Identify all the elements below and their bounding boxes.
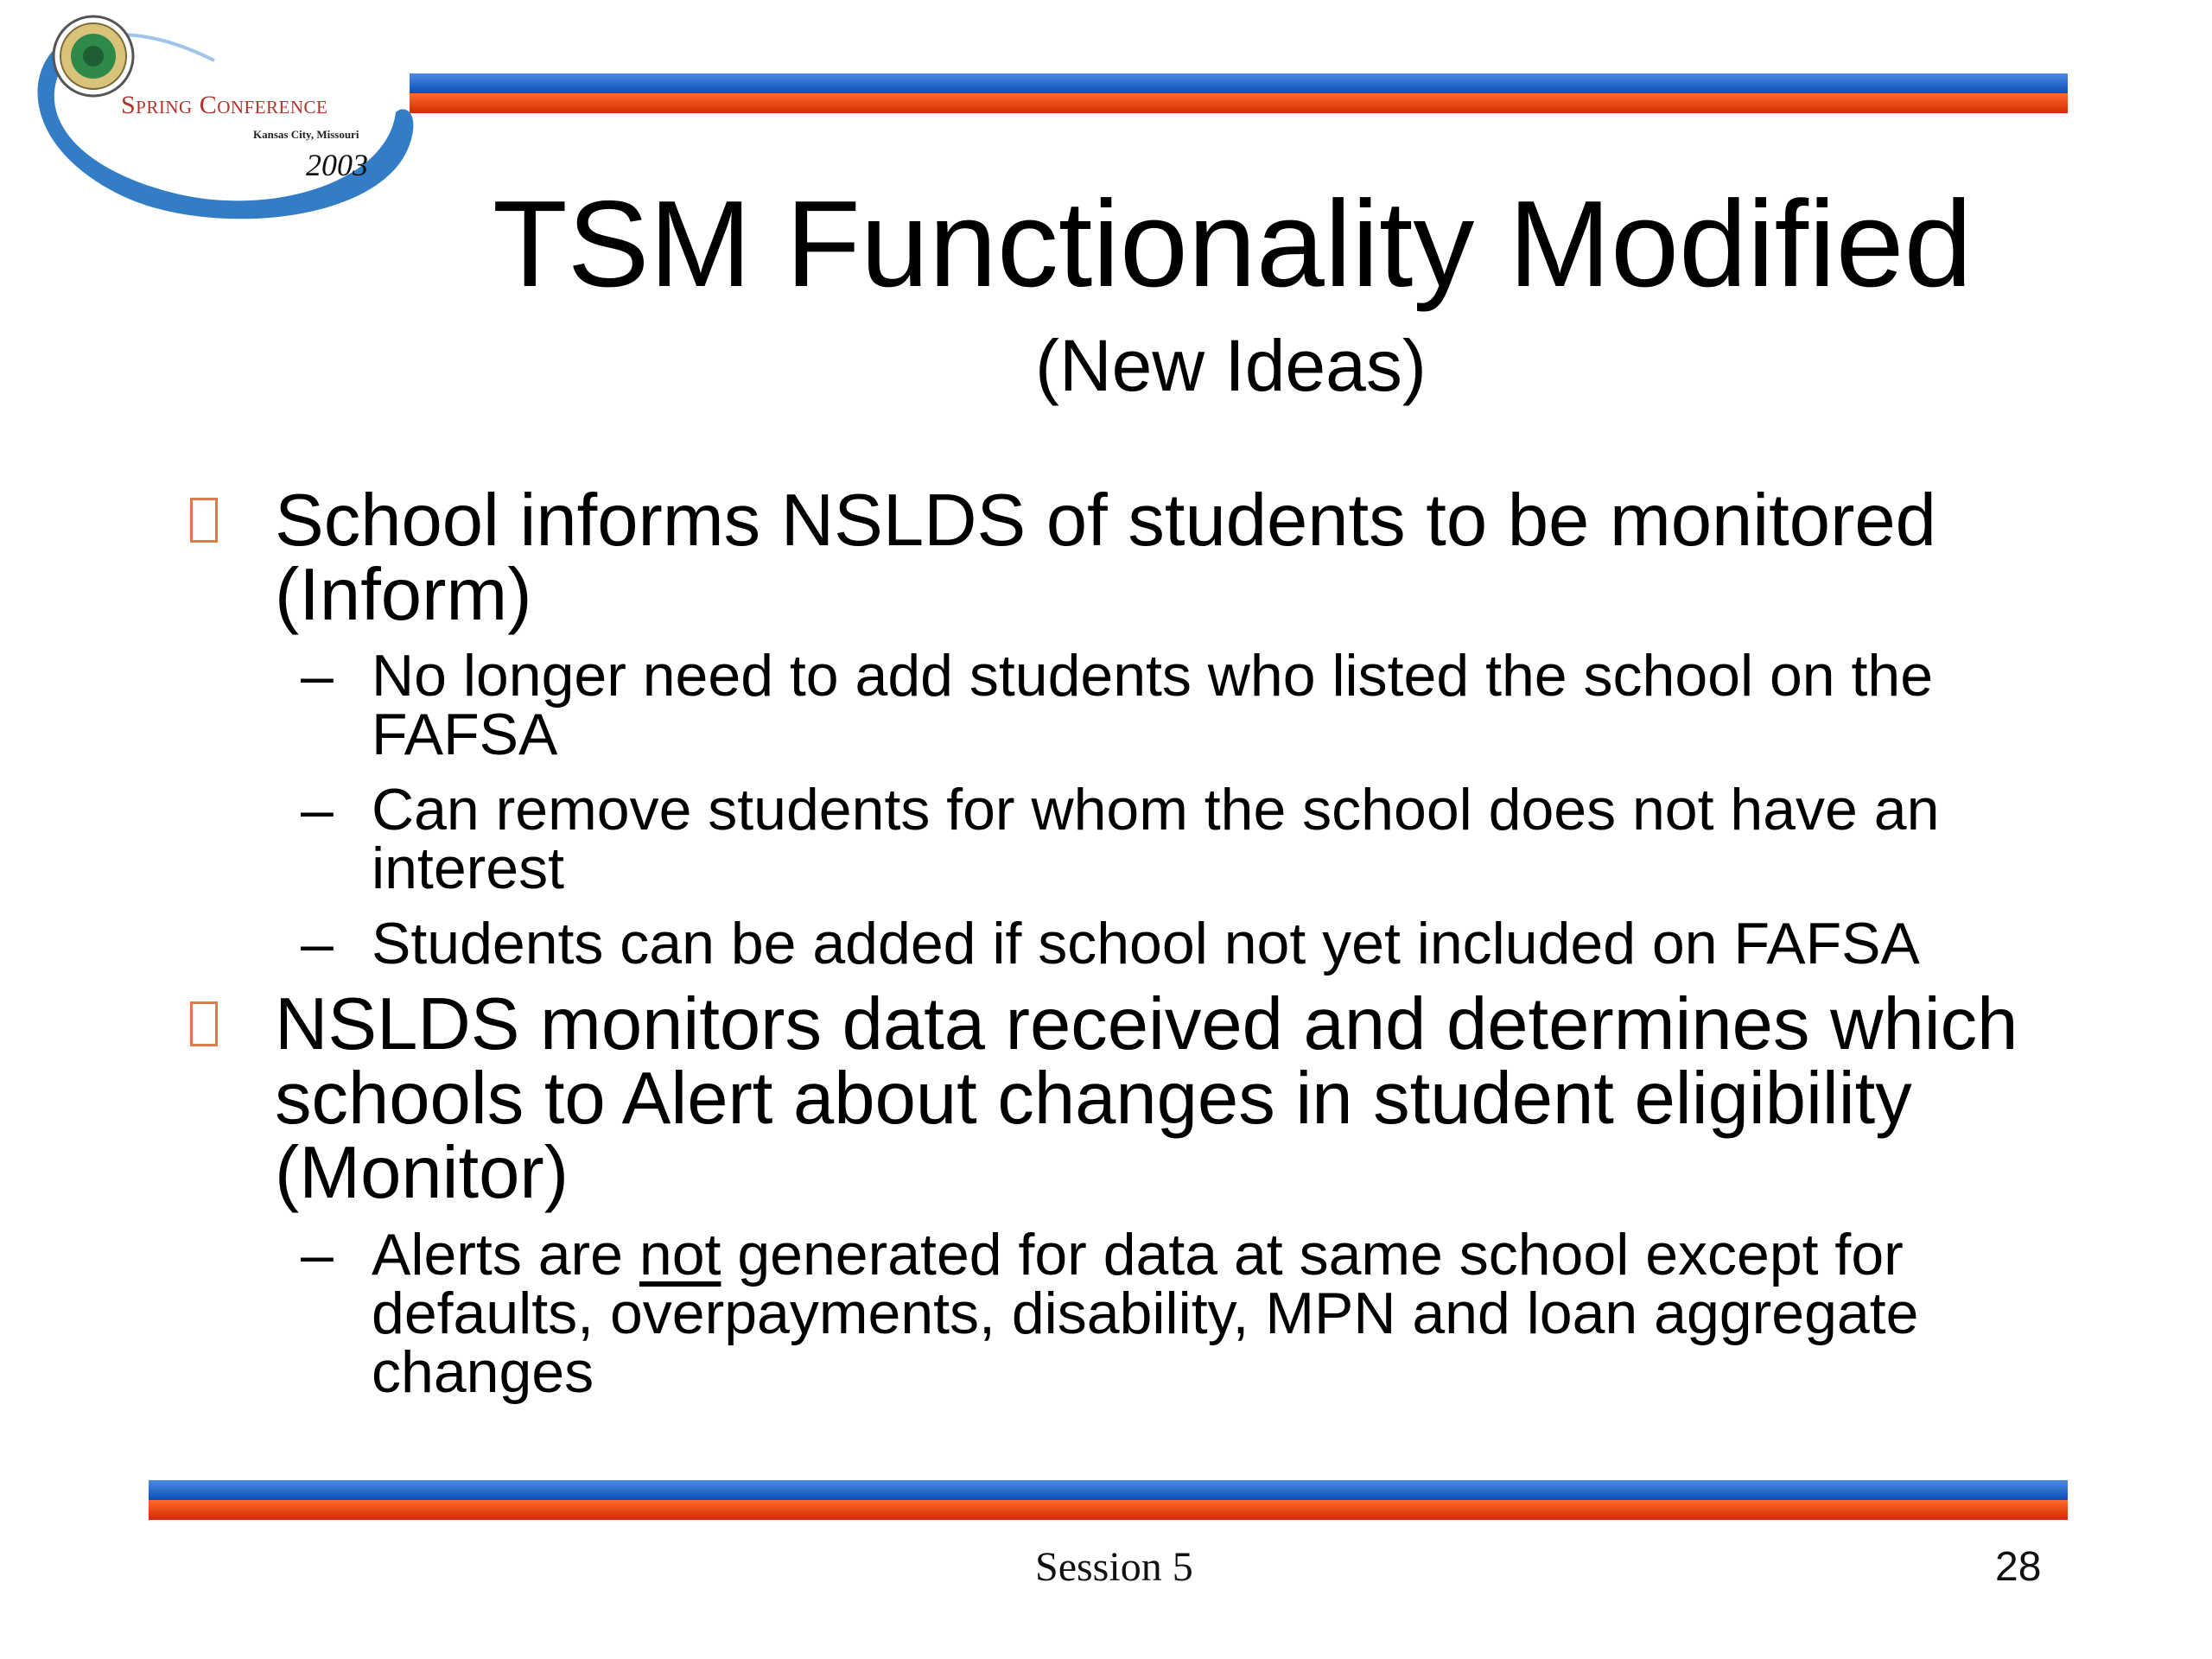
sub-bullet-line: No longer need to add students who listed the school on the	[372, 643, 1934, 709]
slide-title: TSM Functionality Modified	[493, 175, 1973, 313]
conference-logo	[16, 9, 422, 229]
sub-bullet-line: changes	[372, 1339, 594, 1405]
logo-city: Kansas City, Missouri	[253, 128, 359, 141]
sub-bullet-students-added	[301, 911, 2082, 976]
dash-icon: –	[301, 643, 334, 709]
sub-bullet-line: Can remove students for whom the school does not have an	[372, 777, 1940, 842]
logo-year: 2003	[306, 148, 368, 182]
sub-bullet-alerts	[301, 1222, 2082, 1405]
top-divider-bar	[410, 73, 2068, 113]
bullet-line: (Inform)	[275, 554, 532, 636]
sub-bullet-line: Alerts are not generated for data at same school except for	[372, 1222, 1904, 1287]
sub-bullet-line: FAFSA	[372, 702, 558, 767]
bullet-line: schools to Alert about changes in student eligibility	[275, 1058, 1912, 1140]
bullet-inform	[275, 480, 2072, 636]
sub-bullet-no-longer-need	[301, 643, 2082, 767]
dash-icon: –	[301, 777, 334, 842]
slide-subtitle: (New Ideas)	[1035, 325, 1427, 406]
bullet-line: School informs NSLDS of students to be monitored	[275, 480, 1936, 562]
bullet-line: NSLDS monitors data received and determines which	[275, 983, 2018, 1065]
sub-bullet-line: Students can be added if school not yet included on FAFSA	[372, 911, 1920, 976]
bottom-divider-bar	[149, 1480, 2068, 1520]
logo-title: Spring Conference	[121, 91, 328, 119]
sub-bullet-can-remove	[301, 777, 2082, 901]
square-bullet-icon	[190, 498, 218, 543]
dash-icon: –	[301, 911, 334, 976]
sub-bullet-line: defaults, overpayments, disability, MPN and loan aggregate	[372, 1281, 1919, 1346]
sub-bullet-line: interest	[372, 836, 564, 901]
dash-icon: –	[301, 1222, 334, 1287]
footer-session: Session 5	[1035, 1544, 1193, 1590]
emphasis-not: not	[639, 1222, 721, 1287]
square-bullet-icon	[190, 1001, 218, 1046]
bullet-monitor	[275, 983, 2072, 1214]
bullet-line: (Monitor)	[275, 1132, 569, 1214]
page-number: 28	[1995, 1544, 2042, 1590]
